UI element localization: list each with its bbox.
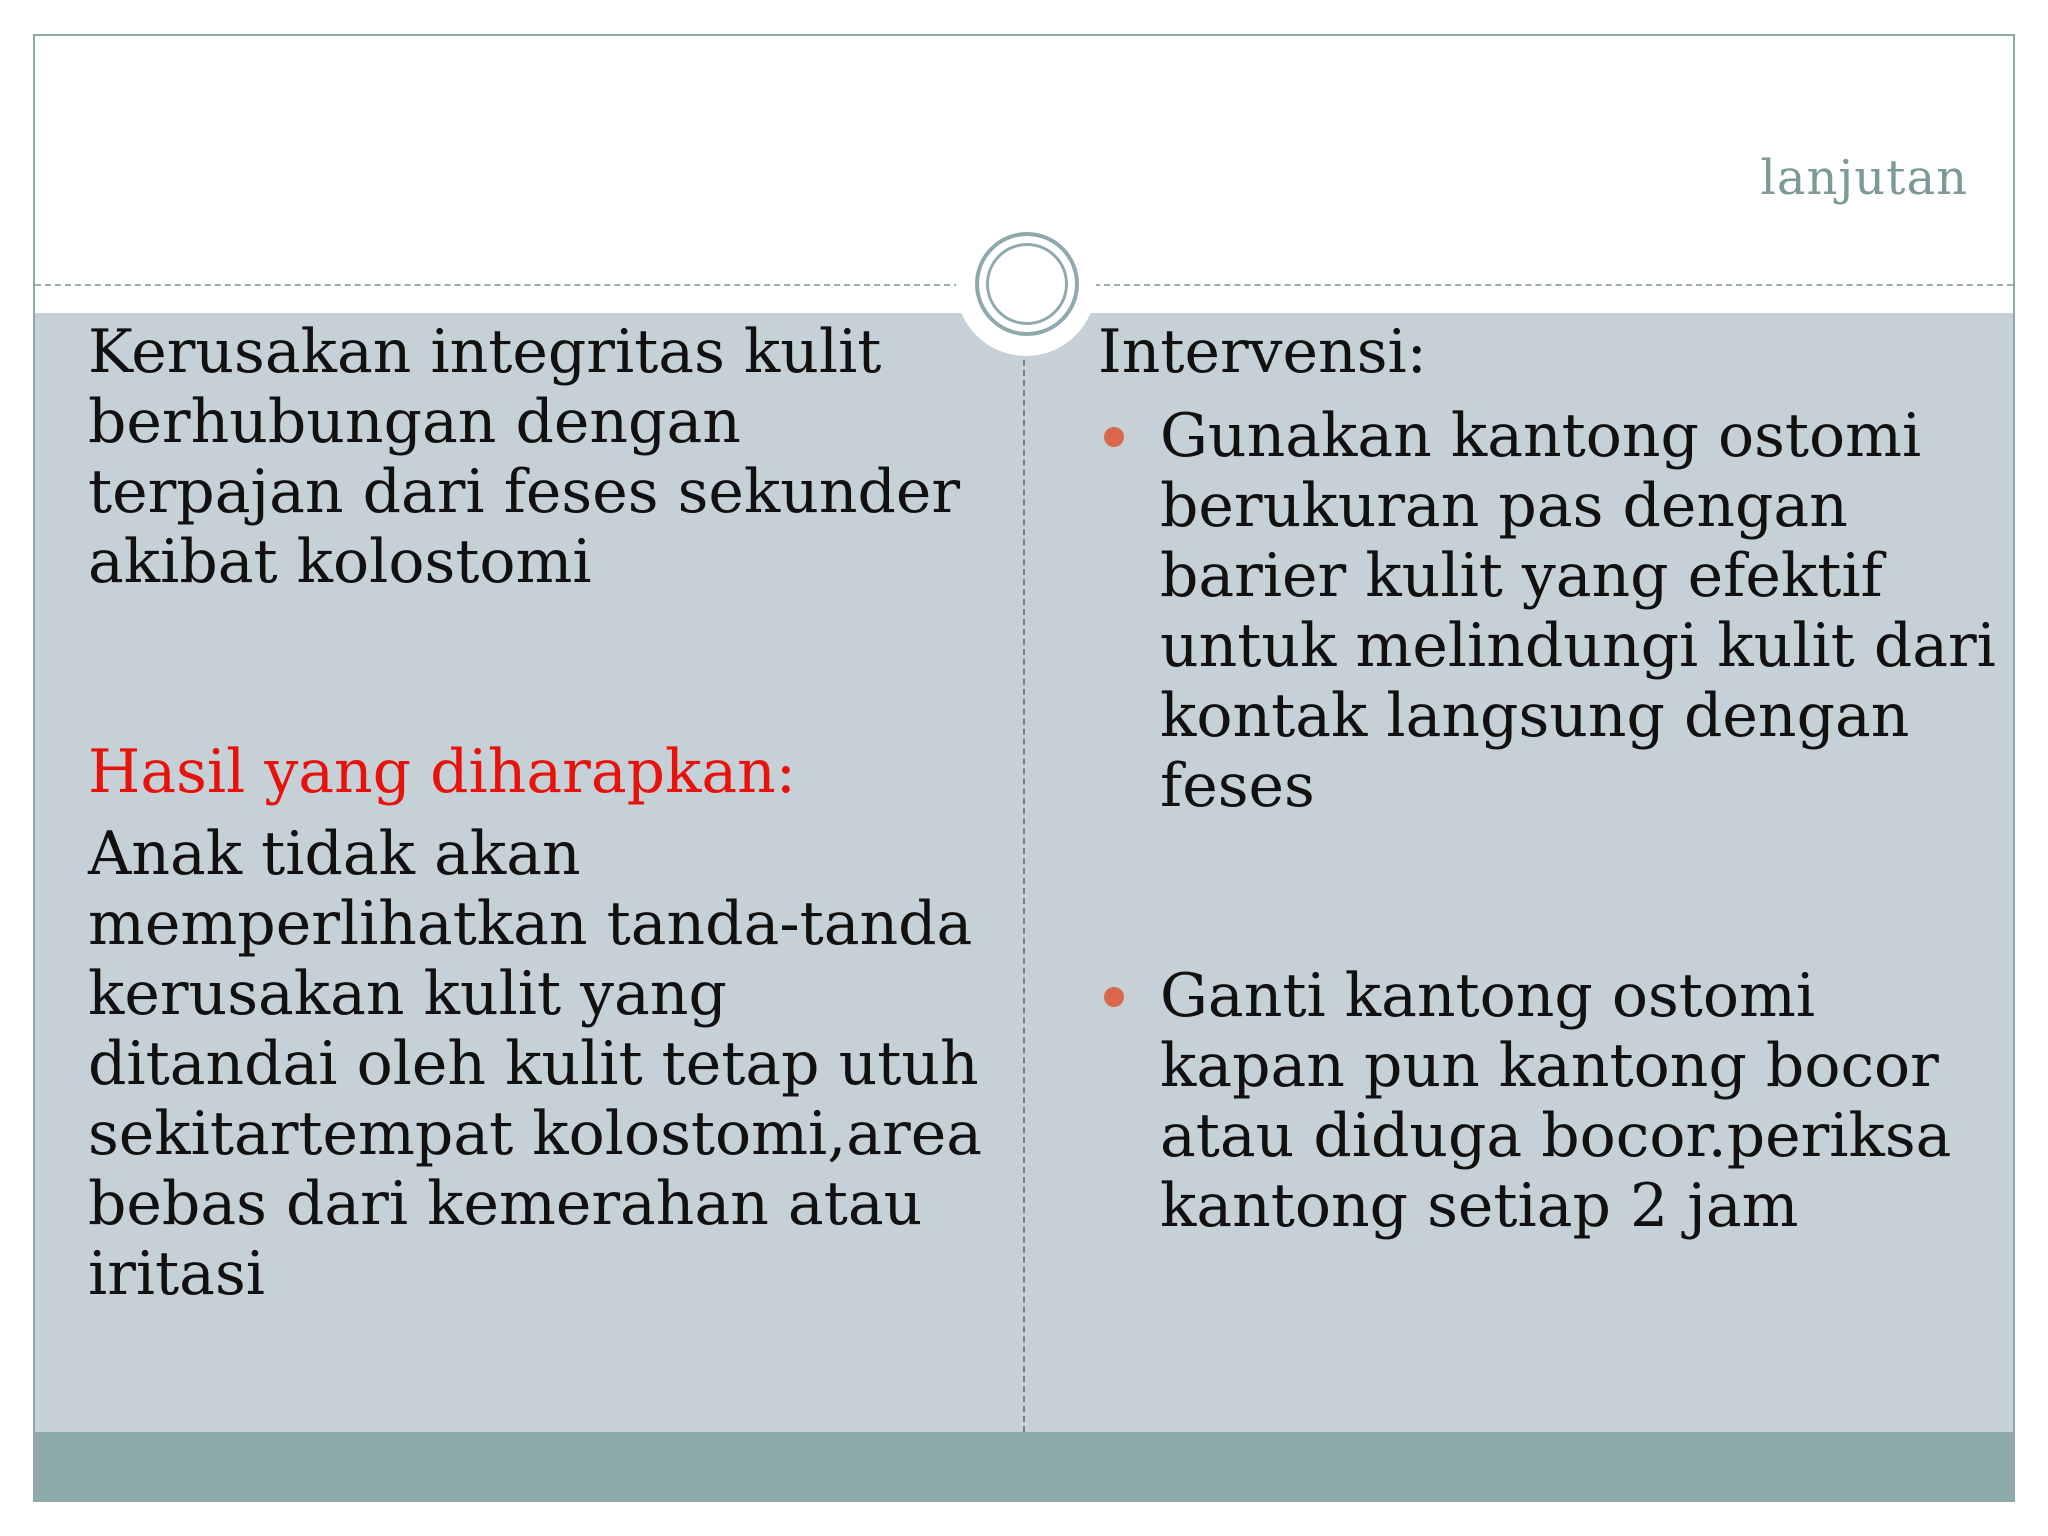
header-divider-right [1094, 284, 2013, 286]
outcome-heading: Hasil yang diharapkan: [88, 737, 796, 807]
circle-ornament-inner [986, 243, 1068, 325]
outcome-text: Anak tidak akan memperlihatkan tanda-tanda kerusakan kulit yang ditandai oleh kulit tetap utuh sekitartempat kolostomi,area bebas dari kemerahan atau iritasi [88, 819, 982, 1309]
column-divider [1023, 340, 1025, 1432]
list-item-text: Gunakan kantong ostomi berukuran pas dengan barier kulit yang efektif untuk melindungi kulit dari kontak langsung dengan feses [1160, 401, 1996, 821]
list-item [1098, 961, 1998, 1241]
left-column [88, 317, 988, 1309]
list-item-text: Ganti kantong ostomi kapan pun kantong bocor atau diduga bocor.periksa kantong setiap 2 jam [1160, 961, 1952, 1241]
intervention-heading: Intervensi: [1098, 317, 1427, 387]
footer-band [35, 1432, 2013, 1500]
spacer [88, 597, 988, 737]
right-column [1098, 317, 1998, 1241]
diagnosis-text: Kerusakan integritas kulit berhubungan dengan terpajan dari feses sekunder akibat kolostomi [88, 317, 961, 597]
header-divider-left [35, 284, 960, 286]
intervention-list [1098, 401, 1998, 1241]
list-item [1098, 401, 1998, 821]
bullet-dot-icon [1104, 427, 1124, 447]
bullet-dot-icon [1104, 987, 1124, 1007]
slide-title: lanjutan [1760, 150, 1968, 206]
